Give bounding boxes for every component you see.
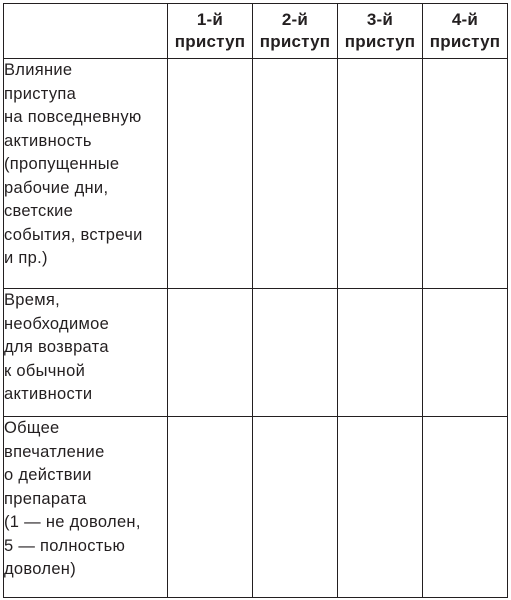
cell-daily-impact-attack-2[interactable] — [253, 59, 338, 289]
attack-log-table — [3, 3, 508, 598]
row-label-line: Влияние — [4, 61, 73, 79]
header-attack-1-line-2: приступ — [174, 32, 246, 51]
row-label-line: и пр.) — [4, 249, 48, 267]
header-attack-3-line-1: 3-й — [366, 10, 394, 29]
row-label-line: рабочие дни, — [4, 178, 109, 197]
row-label-line: препарата — [4, 489, 87, 508]
table-row-daily-impact — [4, 59, 508, 289]
row-label-line: светские — [4, 202, 74, 220]
header-attack-2 — [253, 4, 338, 59]
row-label-line: для возврата — [4, 338, 109, 356]
header-attack-3-line-2: приступ — [344, 32, 416, 51]
row-label-line: (пропущенные — [4, 155, 120, 173]
row-label-line: приступа — [4, 84, 77, 103]
cell-overall-impression-attack-1[interactable] — [168, 417, 253, 598]
row-label-daily-impact — [4, 59, 168, 289]
cell-recovery-time-attack-3[interactable] — [338, 289, 423, 417]
header-attack-4-line-1: 4-й — [451, 10, 479, 29]
cell-overall-impression-attack-3[interactable] — [338, 417, 423, 598]
header-attack-4-line-2: приступ — [429, 32, 501, 51]
row-label-line: Время, — [4, 291, 61, 309]
cell-daily-impact-attack-4[interactable] — [423, 59, 508, 289]
cell-recovery-time-attack-4[interactable] — [423, 289, 508, 417]
cell-overall-impression-attack-4[interactable] — [423, 417, 508, 598]
row-label-line: необходимое — [4, 314, 110, 333]
header-attack-2-line-2: приступ — [259, 32, 331, 51]
row-label-line: 5 — полностью — [4, 536, 126, 555]
header-row — [4, 4, 508, 59]
header-attack-1-line-1: 1-й — [196, 10, 224, 29]
row-label-line: активности — [4, 385, 93, 403]
cell-recovery-time-attack-1[interactable] — [168, 289, 253, 417]
row-label-line: впечатление — [4, 442, 105, 461]
cell-daily-impact-attack-3[interactable] — [338, 59, 423, 289]
corner-cell — [4, 4, 168, 59]
row-label-line: доволен) — [4, 560, 77, 578]
row-label-line: (1 — не доволен, — [4, 513, 141, 531]
cell-daily-impact-attack-1[interactable] — [168, 59, 253, 289]
header-attack-1 — [168, 4, 253, 59]
row-label-line: Общее — [4, 419, 60, 437]
row-label-recovery-time — [4, 289, 168, 417]
row-label-line: активность — [4, 131, 92, 150]
cell-recovery-time-attack-2[interactable] — [253, 289, 338, 417]
row-label-line: к обычной — [4, 361, 86, 380]
cell-overall-impression-attack-2[interactable] — [253, 417, 338, 598]
row-label-line: события, встречи — [4, 225, 143, 244]
table-row-overall-impression — [4, 417, 508, 598]
row-label-overall-impression — [4, 417, 168, 598]
table-row-recovery-time — [4, 289, 508, 417]
header-attack-2-line-1: 2-й — [281, 10, 309, 29]
header-attack-3 — [338, 4, 423, 59]
row-label-line: о действии — [4, 466, 92, 484]
header-attack-4 — [423, 4, 508, 59]
row-label-line: на повседневную — [4, 108, 142, 126]
